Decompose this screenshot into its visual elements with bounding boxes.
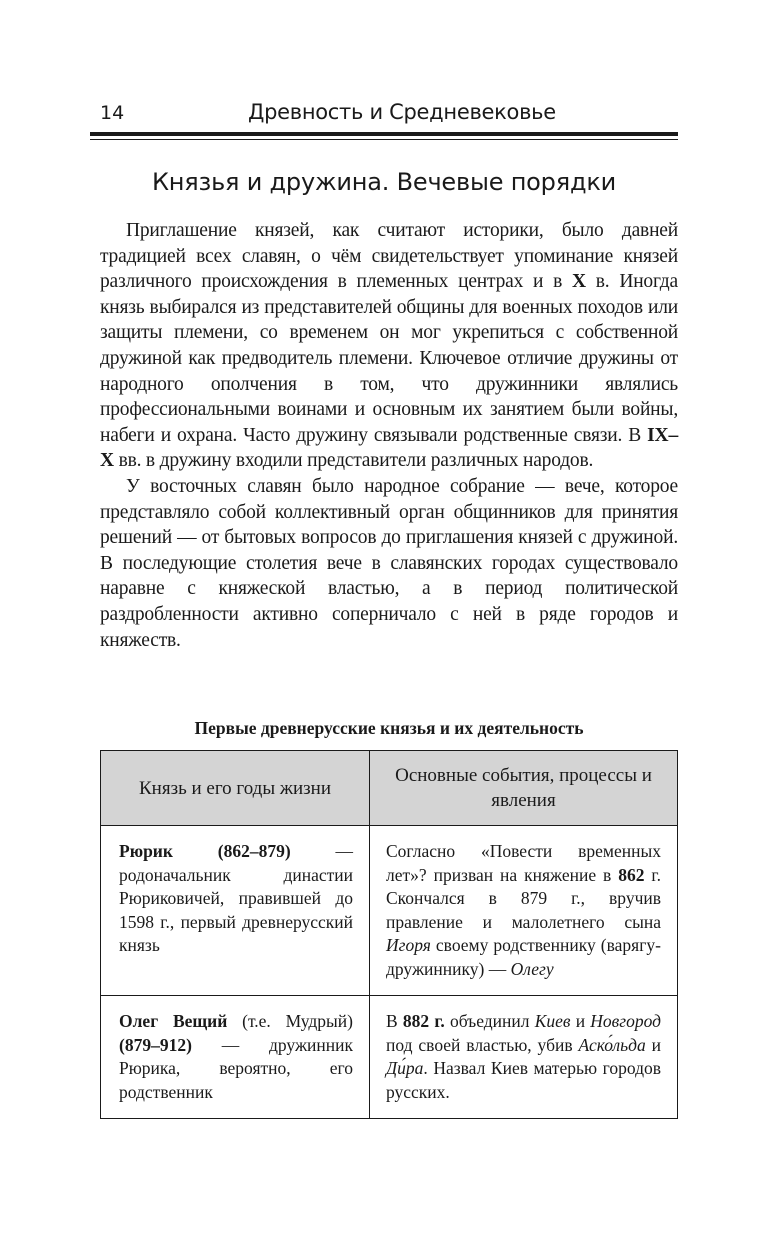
text-run: под своей властью, убив [386, 1034, 579, 1055]
column-header-events: Основные события, процессы и явления [370, 751, 678, 826]
italic-text: Аско́льда [578, 1034, 646, 1055]
table-row [101, 996, 678, 1119]
italic-text: Олегу [510, 958, 554, 979]
events-cell [370, 996, 678, 1119]
text-run: своему родственнику (варягу-дружиннику) — [386, 935, 661, 979]
text-run: — дружинник Рюрика, вероятно, его родственник [119, 1034, 353, 1102]
text-run: — родоначальник династии Рюриковичей, правившей до 1598 г., первый древнерусский князь [119, 841, 353, 955]
table-caption: Первые древнерусские князья и их деятельность [194, 718, 584, 738]
paragraph [100, 218, 678, 474]
events-cell [370, 826, 678, 996]
running-head [100, 96, 678, 130]
bold-text: Рюрик [119, 841, 173, 861]
text-run: (т.е. Мудрый) [227, 1011, 353, 1031]
running-title: Древность и Средневековье [248, 100, 556, 124]
italic-text: Игоря [386, 935, 431, 955]
bold-text: (862–879) [217, 841, 291, 861]
page-number: 14 [100, 102, 125, 124]
text-run: Согласно «Повести временных лет»? призван на княжение в [386, 841, 661, 885]
prince-cell [101, 996, 370, 1119]
princes-table [100, 750, 678, 1119]
table-row [101, 826, 678, 996]
section-title: Князья и дружина. Вечевые порядки [151, 168, 617, 196]
text-run: В [386, 1011, 403, 1031]
italic-text: Ди́ра [386, 1058, 424, 1078]
column-header-prince: Князь и его годы жизни [101, 751, 370, 826]
text-run: Приглашение князей, как считают историки, было давней традицией всех славян, о чём свидетельствует упоминание князей различного происхождения в племенных центрах и в [100, 220, 678, 293]
text-run: . Назвал Киев матерью городов русских. [386, 1058, 661, 1102]
bold-text: Олег Вещий [119, 1011, 228, 1031]
body-text [100, 218, 678, 653]
text-run: и [570, 1011, 591, 1031]
text-run [173, 841, 218, 861]
text-run: в. Иногда князь выбирался из представителей общины для военных походов или защиты племени, со временем он мог укрепиться с собственной дружиной как предводитель племени. Ключевое отличие дружины от народного ополчения в том, что дружинники являлись профессиональными воинами и основным их занятием были войны, набеги и охрана. Часто дружину связывали родственные связи. В [100, 271, 678, 446]
text-run: объединил [444, 1011, 535, 1031]
paragraph [100, 474, 678, 653]
prince-cell [101, 826, 370, 996]
header-rule-thin [90, 139, 678, 140]
bold-text: IX–X [100, 424, 678, 472]
text-run: и [645, 1034, 662, 1055]
table-header-row [101, 751, 678, 826]
italic-text: Киев [534, 1011, 571, 1031]
header-rule-thick [90, 132, 678, 136]
text-run: вв. в дружину входили представители различных народов. [113, 450, 594, 472]
bold-text: X [572, 271, 586, 293]
bold-text: (879–912) [119, 1034, 192, 1055]
bold-text: 882 г. [402, 1011, 445, 1031]
text-run: г. Скончался в 879 г., вручив правление и малолетнего сына [386, 864, 661, 932]
italic-text: Новгород [590, 1011, 661, 1031]
text-run: У восточных славян было народное собрание — вече, которое представляло собой коллективный орган общинников для принятия решений — от бытовых вопросов до приглашения князей с дружиной. В последующие столетия вече в славянских городах существовало наравне с княжеской властью, а в период политической раздробленности активно соперничало с ней в ряде городов и княжеств. [100, 475, 678, 651]
bold-text: 862 [618, 864, 645, 885]
